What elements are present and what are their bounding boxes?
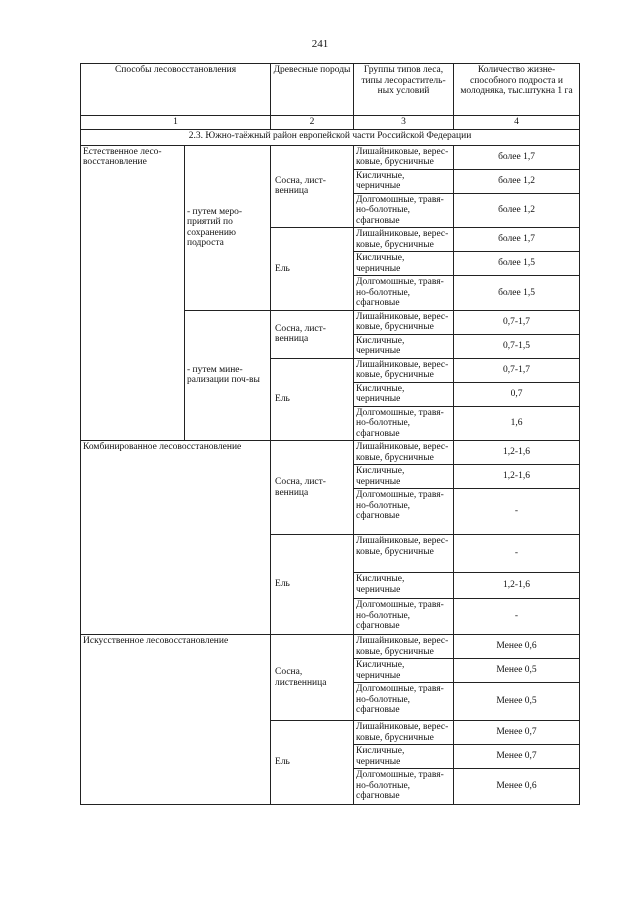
forest-type: Кисличные, черничные [354, 659, 454, 683]
species-spruce: Ель [271, 228, 354, 311]
quantity-value: более 1,5 [454, 276, 580, 311]
quantity-value: более 1,5 [454, 252, 580, 276]
reforestation-table [80, 63, 580, 805]
table-row [81, 635, 580, 659]
column-number: 4 [454, 116, 580, 130]
species-spruce: Ель [271, 535, 354, 635]
quantity-value: Менее 0,5 [454, 683, 580, 721]
section-title: 2.3. Южно-таёжный район европейской части Российской Федерации [81, 129, 580, 145]
quantity-value: Менее 0,6 [454, 635, 580, 659]
header-row [81, 64, 580, 116]
quantity-value: Менее 0,5 [454, 659, 580, 683]
method-artificial: Искусственное лесовосстановление [81, 635, 271, 805]
quantity-value: более 1,2 [454, 169, 580, 193]
forest-type: Долгомошные, травя-но-болотные, сфагновые [354, 769, 454, 805]
species-pine-larch: Сосна, лист-венница [271, 145, 354, 228]
header-quantity: Количество жизне-способного подроста и молодняка, тыс.штукна 1 га [454, 64, 580, 116]
forest-type: Лишайниковые, верес-ковые, брусничные [354, 635, 454, 659]
header-species: Древесные породы [271, 64, 354, 116]
quantity-value: Менее 0,6 [454, 769, 580, 805]
column-number: 2 [271, 116, 354, 130]
quantity-value: более 1,2 [454, 193, 580, 228]
forest-type: Кисличные, черничные [354, 745, 454, 769]
quantity-value: Менее 0,7 [454, 721, 580, 745]
method-natural-sub2: - путем мине-рализации поч-вы [185, 310, 271, 441]
quantity-value: 1,2-1,6 [454, 441, 580, 465]
quantity-value: 1,2-1,6 [454, 465, 580, 489]
species-spruce: Ель [271, 358, 354, 441]
quantity-value: 1,6 [454, 406, 580, 441]
forest-type: Кисличные, черничные [354, 382, 454, 406]
forest-type: Долгомошные, травя-но-болотные, сфагновые [354, 489, 454, 535]
forest-type: Лишайниковые, верес-ковые, брусничные [354, 310, 454, 334]
table-row [81, 441, 580, 465]
quantity-value: 0,7 [454, 382, 580, 406]
forest-type: Долгомошные, травя-но-болотные, сфагновые [354, 193, 454, 228]
forest-type: Кисличные, черничные [354, 252, 454, 276]
quantity-value: 0,7-1,7 [454, 358, 580, 382]
quantity-value: 1,2-1,6 [454, 573, 580, 599]
quantity-value: Менее 0,7 [454, 745, 580, 769]
column-number-row [81, 116, 580, 130]
forest-type: Лишайниковые, верес-ковые, брусничные [354, 228, 454, 252]
method-natural: Естественное лесо-восстановление [81, 145, 185, 441]
quantity-value: - [454, 599, 580, 635]
page-number: 241 [311, 38, 329, 50]
table-row [81, 145, 580, 169]
quantity-value: - [454, 535, 580, 573]
forest-type: Лишайниковые, верес-ковые, брусничные [354, 535, 454, 573]
species-pine-larch: Сосна, лиственница [271, 635, 354, 721]
column-number: 1 [81, 116, 271, 130]
forest-type: Лишайниковые, верес-ковые, брусничные [354, 358, 454, 382]
species-pine-larch: Сосна, лист-венница [271, 310, 354, 358]
forest-type: Кисличные, черничные [354, 573, 454, 599]
header-forest-types: Группы типов леса, типы лесораститель-ных условий [354, 64, 454, 116]
quantity-value: 0,7-1,5 [454, 334, 580, 358]
forest-type: Лишайниковые, верес-ковые, брусничные [354, 721, 454, 745]
quantity-value: более 1,7 [454, 145, 580, 169]
forest-type: Лишайниковые, верес-ковые, брусничные [354, 145, 454, 169]
forest-type: Кисличные, черничные [354, 334, 454, 358]
header-methods: Способы лесовосстановления [81, 64, 271, 116]
quantity-value: - [454, 489, 580, 535]
forest-type: Долгомошные, травя-но-болотные, сфагновые [354, 276, 454, 311]
forest-type: Долгомошные, травя-но-болотные, сфагновые [354, 406, 454, 441]
forest-type: Долгомошные, травя-но-болотные, сфагновые [354, 599, 454, 635]
forest-type: Кисличные, черничные [354, 465, 454, 489]
section-row [81, 129, 580, 145]
method-combined: Комбинированное лесовосстановление [81, 441, 271, 635]
forest-type: Кисличные, черничные [354, 169, 454, 193]
quantity-value: более 1,7 [454, 228, 580, 252]
forest-type: Долгомошные, травя-но-болотные, сфагновые [354, 683, 454, 721]
species-pine-larch: Сосна, лист-венница [271, 441, 354, 535]
species-spruce: Ель [271, 721, 354, 805]
method-natural-sub1: - путем меро-приятий по сохранению подроста [185, 145, 271, 310]
quantity-value: 0,7-1,7 [454, 310, 580, 334]
forest-type: Лишайниковые, верес-ковые, брусничные [354, 441, 454, 465]
column-number: 3 [354, 116, 454, 130]
